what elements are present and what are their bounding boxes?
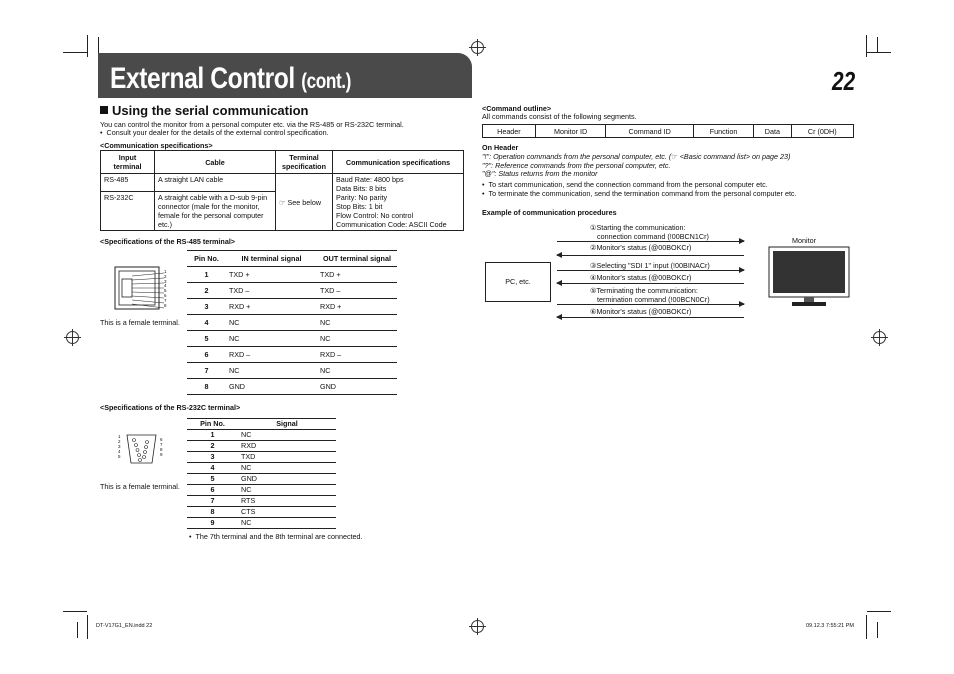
page-number: 22 — [832, 66, 856, 96]
table-row — [187, 347, 397, 363]
step-6: ⑥Monitor's status (@00BOKCr) — [590, 307, 692, 316]
comm-header-input: Input terminal — [101, 151, 155, 174]
registration-mark-icon — [471, 41, 484, 54]
signal-cell: RXD + — [226, 299, 317, 315]
title-cont: (cont.) — [301, 70, 351, 93]
comm-terminal-spec: ☞ See below — [276, 174, 333, 231]
step-text: ①Starting the communication: — [590, 223, 686, 232]
spec-line: Stop Bits: 1 bit — [336, 202, 383, 211]
pin-label: 4 — [118, 449, 121, 454]
rs232-caption: This is a female terminal. — [100, 482, 180, 491]
signal-cell: NC — [238, 463, 336, 474]
signal-cell: GND — [226, 379, 317, 395]
arrow-monitor-to-pc — [557, 317, 744, 318]
crop-mark — [867, 52, 891, 53]
table-row — [187, 507, 336, 518]
rs485-caption: This is a female terminal. — [100, 318, 180, 327]
table-row — [187, 379, 397, 395]
pin-label: 3 — [164, 278, 167, 284]
pin-label: 1 — [164, 269, 167, 274]
command-bullet: • To terminate the communication, send the termination command from the personal computer etc. — [482, 189, 797, 198]
crop-mark — [877, 37, 878, 53]
pin-cell: 9 — [187, 518, 238, 529]
command-segments-table — [482, 124, 854, 138]
rs232-table — [187, 418, 336, 529]
table-row — [187, 463, 336, 474]
comm-cell: RS-232C — [101, 192, 155, 231]
rs485-heading: <Specifications of the RS-485 terminal> — [100, 237, 236, 246]
table-row — [187, 299, 397, 315]
table-row — [187, 485, 336, 496]
table-row — [187, 331, 397, 347]
footer-left: DT-V17G1_EN.indd 22 — [96, 623, 153, 629]
signal-cell: NC — [317, 331, 397, 347]
signal-cell: NC — [226, 363, 317, 379]
comm-spec-heading: <Communication specifications> — [100, 141, 213, 150]
pin-cell: 3 — [187, 452, 238, 463]
section-title-text: Using the serial communication — [112, 103, 309, 118]
crop-mark — [63, 611, 87, 612]
signal-cell: CTS — [238, 507, 336, 518]
step-3: ③Selecting "SDI 1" input (!00BINACr) — [590, 261, 710, 270]
signal-cell: GND — [238, 474, 336, 485]
step-text: connection command (!00BCN1Cr) — [597, 232, 709, 241]
pin-cell: 4 — [187, 315, 226, 331]
pin-label: 8 — [164, 302, 167, 308]
crop-mark — [77, 622, 78, 638]
segment-command-id: Command ID — [606, 125, 694, 138]
comm-header-spec: Communication specifications — [333, 151, 464, 174]
dsub-pin-labels-right — [160, 437, 163, 457]
rs232-note-text: The 7th terminal and the 8th terminal are connected. — [195, 532, 363, 541]
example-heading: Example of communication procedures — [482, 208, 617, 217]
crop-mark — [866, 35, 867, 57]
rj45-connector-icon — [114, 266, 170, 312]
title-main: External Control — [110, 62, 295, 95]
on-header-title: On Header — [482, 143, 519, 152]
registration-mark-icon — [471, 620, 484, 633]
pin-cell: 5 — [187, 474, 238, 485]
signal-cell: GND — [317, 379, 397, 395]
comm-header-terminal: Terminal specification — [276, 151, 333, 174]
rs485-header-out: OUT terminal signal — [317, 251, 397, 267]
pin-cell: 2 — [187, 283, 226, 299]
pin-cell: 7 — [187, 496, 238, 507]
rs232-header-signal: Signal — [238, 419, 336, 430]
pin-label: 4 — [164, 283, 167, 289]
pin-label: 7 — [164, 297, 167, 303]
pin-cell: 3 — [187, 299, 226, 315]
dsub-pin-labels-left — [118, 434, 121, 459]
rs232-note: • The 7th terminal and the 8th terminal are connected. — [189, 532, 363, 541]
segment-header: Header — [483, 125, 536, 138]
signal-cell: NC — [317, 315, 397, 331]
pin-cell: 2 — [187, 441, 238, 452]
section-title — [100, 103, 309, 118]
pin-label: 3 — [118, 444, 121, 449]
pc-box — [485, 262, 551, 302]
header-line: "!": Operation commands from the personal computer, etc. (☞ <Basic command list> on page 23) — [482, 152, 791, 161]
registration-mark-icon — [66, 331, 79, 344]
arrow-monitor-to-pc — [557, 283, 744, 284]
signal-cell: TXD + — [317, 267, 397, 283]
rs232-header-pin: Pin No. — [187, 419, 238, 430]
rs485-table — [187, 250, 397, 395]
signal-cell: NC — [238, 430, 336, 441]
signal-cell: RTS — [238, 496, 336, 507]
step-text: termination command (!00BCN0Cr) — [597, 295, 710, 304]
step-4: ④Monitor's status (@00BOKCr) — [590, 273, 692, 282]
segment-monitor-id: Monitor ID — [535, 125, 606, 138]
pin-cell: 1 — [187, 267, 226, 283]
pc-label: PC, etc. — [505, 277, 531, 286]
pin-label: 6 — [164, 292, 167, 298]
signal-cell: TXD – — [317, 283, 397, 299]
step-text: ⑤Terminating the communication: — [590, 286, 698, 295]
pin-cell: 5 — [187, 331, 226, 347]
square-bullet-icon — [100, 106, 108, 114]
header-line: "?": Reference commands from the personal computer, etc. — [482, 161, 671, 170]
pin-cell: 4 — [187, 463, 238, 474]
header-line: "@": Status returns from the monitor — [482, 169, 598, 178]
pin-label: 5 — [164, 288, 167, 294]
step-1 — [590, 223, 709, 241]
table-row — [187, 452, 336, 463]
signal-cell: NC — [226, 315, 317, 331]
command-bullet: • To start communication, send the connection command from the personal computer etc. — [482, 180, 768, 189]
crop-mark — [98, 37, 99, 53]
monitor-icon — [768, 246, 852, 308]
crop-mark — [866, 615, 867, 639]
table-row — [187, 496, 336, 507]
pin-label: 7 — [160, 442, 163, 447]
command-bullet-text: To start communication, send the connection command from the personal computer etc. — [488, 180, 768, 189]
intro-text: You can control the monitor from a personal computer etc. via the RS-485 or RS-232C terminal. — [100, 120, 404, 129]
signal-cell: NC — [238, 485, 336, 496]
crop-mark — [877, 622, 878, 638]
arrow-pc-to-monitor — [557, 270, 744, 271]
pin-label: 6 — [160, 437, 163, 442]
command-heading: <Command outline> — [482, 104, 552, 113]
table-row — [187, 430, 336, 441]
segment-function: Function — [693, 125, 753, 138]
step-5 — [590, 286, 710, 304]
spec-line: Data Bits: 8 bits — [336, 184, 387, 193]
comm-cell: A straight LAN cable — [155, 174, 276, 192]
table-row — [187, 363, 397, 379]
pin-label: 5 — [118, 454, 121, 459]
monitor-label: Monitor — [792, 236, 816, 245]
signal-cell: RXD – — [226, 347, 317, 363]
pin-cell: 6 — [187, 347, 226, 363]
registration-mark-icon — [873, 331, 886, 344]
pin-cell: 1 — [187, 430, 238, 441]
command-sub: All commands consist of the following segments. — [482, 112, 637, 121]
pin-label: 2 — [118, 439, 121, 444]
command-bullet-text: To terminate the communication, send the termination command from the personal computer etc. — [488, 189, 797, 198]
segment-data: Data — [754, 125, 791, 138]
step-2: ②Monitor's status (@00BOKCr) — [590, 243, 692, 252]
rj45-pin-labels — [164, 270, 167, 308]
spec-line: Baud Rate: 4800 bps — [336, 175, 404, 184]
spec-line: Flow Control: No control — [336, 211, 414, 220]
pin-cell: 6 — [187, 485, 238, 496]
rs485-header-pin: Pin No. — [187, 251, 226, 267]
signal-cell: RXD – — [317, 347, 397, 363]
signal-cell: TXD + — [226, 267, 317, 283]
pin-cell: 8 — [187, 507, 238, 518]
signal-cell: RXD — [238, 441, 336, 452]
signal-cell: NC — [317, 363, 397, 379]
dsub9-connector-icon — [124, 431, 160, 467]
table-row — [187, 441, 336, 452]
page-title — [110, 62, 351, 96]
footer-right: 09.12.3 7:55:21 PM — [806, 623, 855, 629]
arrow-pc-to-monitor — [557, 304, 744, 305]
signal-cell: NC — [226, 331, 317, 347]
pin-label: 8 — [160, 447, 163, 452]
table-row — [187, 267, 397, 283]
crop-mark — [63, 52, 87, 53]
pin-label: 1 — [118, 434, 121, 439]
crop-mark — [87, 615, 88, 639]
comm-cell: RS-485 — [101, 174, 155, 192]
signal-cell: NC — [238, 518, 336, 529]
intro-bullet-text: Consult your dealer for the details of the external control specification. — [106, 128, 329, 137]
comm-spec-lines — [333, 174, 464, 231]
table-row — [187, 283, 397, 299]
comm-spec-table — [100, 150, 464, 231]
comm-header-cable: Cable — [155, 151, 276, 174]
arrow-monitor-to-pc — [557, 255, 744, 256]
table-row — [187, 474, 336, 485]
signal-cell: TXD – — [226, 283, 317, 299]
rs232-heading: <Specifications of the RS-232C terminal> — [100, 403, 241, 412]
pin-label: 9 — [160, 452, 163, 457]
pin-cell: 8 — [187, 379, 226, 395]
signal-cell: TXD — [238, 452, 336, 463]
arrow-pc-to-monitor — [557, 241, 744, 242]
comm-cell: A straight cable with a D-sub 9-pin connector (male for the monitor, female for the personal computer etc.) — [155, 192, 276, 231]
spec-line: Communication Code: ASCII Code — [336, 220, 447, 229]
spec-line: Parity: No parity — [336, 193, 388, 202]
table-row — [187, 315, 397, 331]
crop-mark — [867, 611, 891, 612]
table-row — [187, 518, 336, 529]
intro-bullet: • Consult your dealer for the details of the external control specification. — [100, 128, 329, 137]
pin-label: 2 — [164, 273, 167, 279]
crop-mark — [87, 35, 88, 57]
segment-cr: Cr (0DH) — [791, 125, 853, 138]
rs485-header-in: IN terminal signal — [226, 251, 317, 267]
pin-cell: 7 — [187, 363, 226, 379]
signal-cell: RXD + — [317, 299, 397, 315]
